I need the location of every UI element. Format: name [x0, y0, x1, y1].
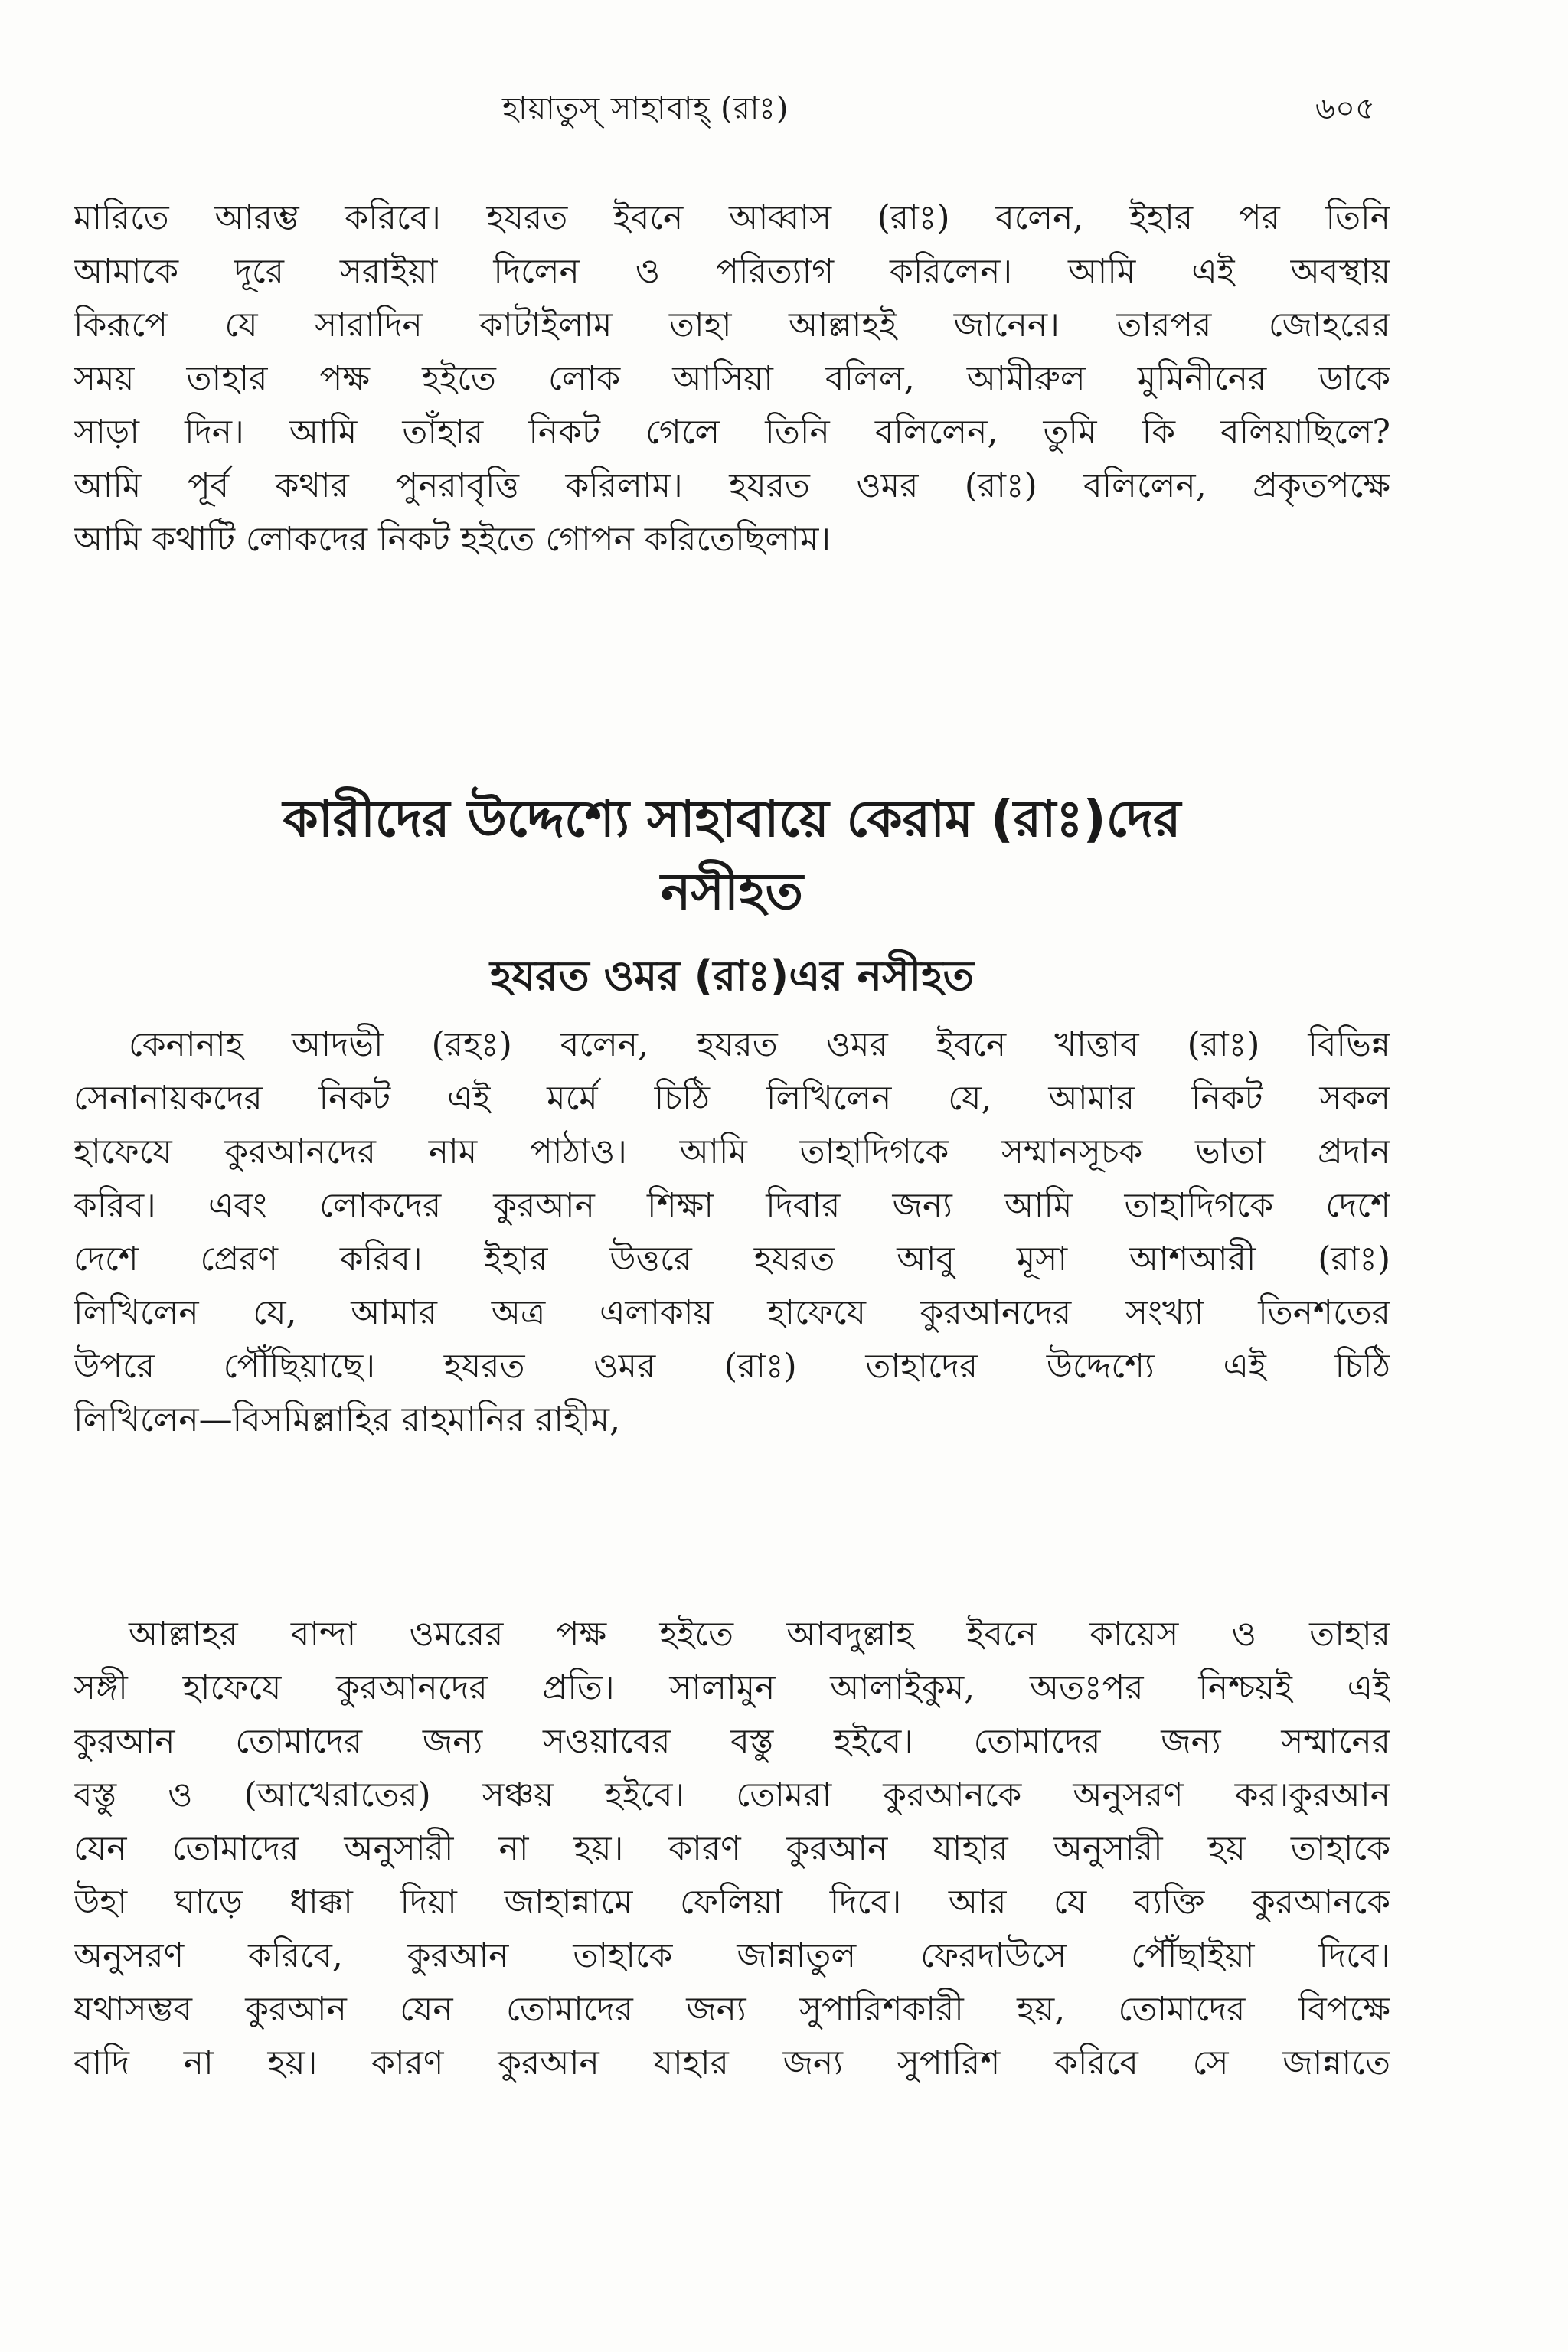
text-line: লিখিলেন যে, আমার অত্র এলাকায় হাফেযে কুরআনদের সংখ্যা তিনশতের [74, 1293, 1390, 1332]
running-title: হায়াতুস্ সাহাবাহ্ (রাঃ) [502, 91, 789, 126]
text-line: আমি পূর্ব কথার পুনরাবৃত্তি করিলাম। হযরত ওমর (রাঃ) বলিলেন, প্রকৃতপক্ষে [74, 466, 1390, 505]
paragraph-2 [74, 1018, 1390, 1447]
text-line: সেনানায়কদের নিকট এই মর্মে চিঠি লিখিলেন যে, আমার নিকট সকল [74, 1079, 1390, 1118]
text-line: কুরআন তোমাদের জন্য সওয়াবের বস্তু হইবে। তোমাদের জন্য সম্মানের [74, 1722, 1390, 1761]
text-line: অনুসরণ করিবে, কুরআন তাহাকে জান্নাতুল ফেরদাউসে পৌঁছাইয়া দিবে। [74, 1936, 1390, 1975]
text-line: উহা ঘাড়ে ধাক্কা দিয়া জাহান্নামে ফেলিয়া দিবে। আর যে ব্যক্তি কুরআনকে [74, 1883, 1390, 1922]
text-line: যথাসম্ভব কুরআন যেন তোমাদের জন্য সুপারিশকারী হয়, তোমাদের বিপক্ষে [74, 1990, 1390, 2029]
text-line: করিব। এবং লোকদের কুরআন শিক্ষা দিবার জন্য আমি তাহাদিগকে দেশে [74, 1186, 1390, 1225]
section-subtitle: হযরত ওমর (রাঃ)এর নসীহত [489, 952, 975, 1000]
text-line: বস্তু ও (আখেরাতের) সঞ্চয় হইবে। তোমরা কুরআনকে অনুসরণ কর।কুরআন [74, 1775, 1390, 1815]
text-line: দেশে প্রেরণ করিব। ইহার উত্তরে হযরত আবু মূসা আশআরী (রাঃ) [74, 1240, 1390, 1279]
page-number: ৬০৫ [1315, 91, 1375, 126]
paragraph-3 [74, 1608, 1390, 2090]
text-line: যেন তোমাদের অনুসারী না হয়। কারণ কুরআন যাহার অনুসারী হয় তাহাকে [74, 1829, 1390, 1868]
text-line: বাদি না হয়। কারণ কুরআন যাহার জন্য সুপারিশ করিবে সে জান্নাতে [74, 2043, 1390, 2082]
text-line: আল্লাহর বান্দা ওমরের পক্ষ হইতে আবদুল্লাহ ইবনে কায়েস ও তাহার [129, 1615, 1390, 1654]
text-line: কিরূপে যে সারাদিন কাটাইলাম তাহা আল্লাহই জানেন। তারপর জোহরের [74, 305, 1390, 345]
section-title: কারীদের উদ্দেশ্যে সাহাবায়ে কেরাম (রাঃ)দের [283, 789, 1181, 848]
text-line: সময় তাহার পক্ষ হইতে লোক আসিয়া বলিল, আমীরুল মুমিনীনের ডাকে [74, 359, 1390, 398]
text-line: উপরে পৌঁছিয়াছে। হযরত ওমর (রাঃ) তাহাদের উদ্দেশ্যে এই চিঠি [74, 1347, 1390, 1386]
text-line: সঙ্গী হাফেযে কুরআনদের প্রতি। সালামুন আলাইকুম, অতঃপর নিশ্চয়ই এই [74, 1668, 1390, 1707]
paragraph-1 [74, 191, 1390, 567]
text-line: সাড়া দিন। আমি তাঁহার নিকট গেলে তিনি বলিলেন, তুমি কি বলিয়াছিলে? [74, 413, 1390, 452]
page-header [74, 84, 1375, 138]
text-line: আমি কথাটি লোকদের নিকট হইতে গোপন করিতেছিলাম। [74, 520, 831, 559]
text-line: মারিতে আরম্ভ করিবে। হযরত ইবনে আব্বাস (রাঃ) বলেন, ইহার পর তিনি [74, 198, 1390, 237]
text-line: আমাকে দূরে সরাইয়া দিলেন ও পরিত্যাগ করিলেন। আমি এই অবস্থায় [74, 252, 1390, 291]
text-line: লিখিলেন—বিসমিল্লাহির রাহমানির রাহীম, [74, 1400, 621, 1439]
section-title-continued: নসীহত [660, 862, 804, 921]
text-line: কেনানাহ আদভী (রহঃ) বলেন, হযরত ওমর ইবনে খাত্তাব (রাঃ) বিভিন্ন [129, 1025, 1390, 1064]
text-line: হাফেযে কুরআনদের নাম পাঠাও। আমি তাহাদিগকে সম্মানসূচক ভাতা প্রদান [74, 1132, 1390, 1171]
